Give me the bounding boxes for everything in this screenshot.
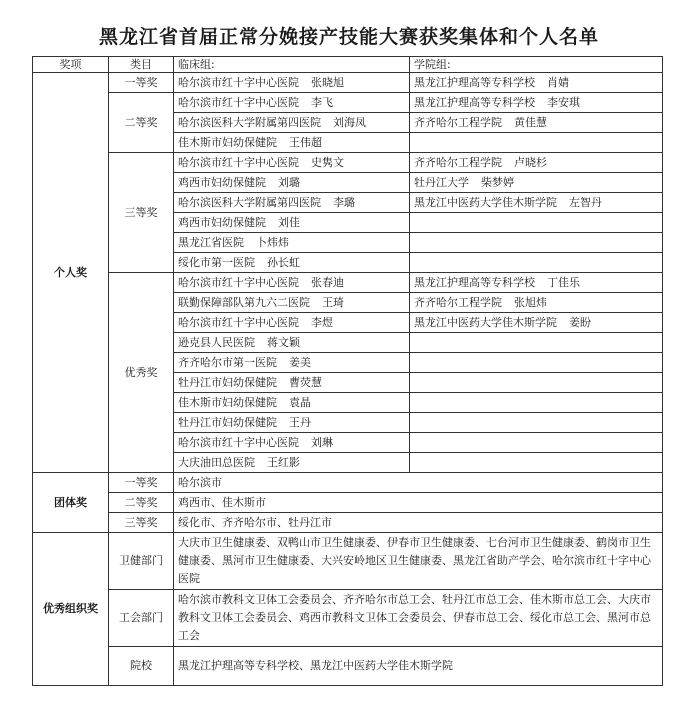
clinical-entry-person: 袁晶 [289, 395, 311, 409]
college-entry-person: 卢晓杉 [514, 155, 547, 169]
rank-second: 二等奖 [109, 93, 174, 153]
college-entry [410, 433, 663, 453]
clinical-entry [174, 453, 410, 473]
clinical-entry [174, 253, 410, 273]
clinical-entry [174, 113, 410, 133]
college-entry-person: 李安琪 [547, 95, 580, 109]
college-entry-org: 齐齐哈尔工程学院 [414, 295, 502, 309]
clinical-entry-org: 齐齐哈尔市第一医院 [178, 355, 277, 369]
clinical-entry [174, 353, 410, 373]
team-row [33, 513, 663, 533]
clinical-entry [174, 293, 410, 313]
clinical-entry-org: 哈尔滨市红十字中心医院 [178, 315, 299, 329]
clinical-entry-org: 哈尔滨市红十字中心医院 [178, 275, 299, 289]
college-entry [410, 173, 663, 193]
individual-award-label: 个人奖 [33, 73, 109, 473]
college-entry-person: 张旭炜 [514, 295, 547, 309]
clinical-entry [174, 193, 410, 213]
award-table [32, 56, 663, 686]
header-award: 奖项 [33, 57, 109, 73]
clinical-entry-person: 刘琳 [311, 435, 333, 449]
clinical-entry-person: 李煜 [311, 315, 333, 329]
clinical-entry [174, 433, 410, 453]
college-entry-org: 齐齐哈尔工程学院 [414, 155, 502, 169]
team-rank: 三等奖 [109, 513, 174, 533]
header-clinical: 临床组: [174, 57, 410, 73]
clinical-entry [174, 133, 410, 153]
org-winners: 黑龙江护理高等专科学校、黑龙江中医药大学佳木斯学院 [174, 647, 663, 686]
clinical-entry-person: 曹荧慧 [289, 375, 322, 389]
college-entry-org: 齐齐哈尔工程学院 [414, 115, 502, 129]
clinical-entry [174, 313, 410, 333]
clinical-entry-person: 王红影 [267, 455, 300, 469]
rank-third: 三等奖 [109, 153, 174, 273]
org-category: 卫健部门 [109, 533, 174, 590]
clinical-entry-org: 联勤保障部队第九六二医院 [178, 295, 310, 309]
clinical-entry-org: 大庆油田总医院 [178, 455, 255, 469]
clinical-entry [174, 153, 410, 173]
clinical-entry-person: 王伟超 [289, 135, 322, 149]
college-entry [410, 233, 663, 253]
clinical-entry-org: 牡丹江市妇幼保健院 [178, 415, 277, 429]
individual-row [33, 153, 663, 173]
team-winners: 绥化市、齐齐哈尔市、牡丹江市 [174, 513, 663, 533]
clinical-entry-org: 鸡西市妇幼保健院 [178, 215, 266, 229]
clinical-entry [174, 73, 410, 93]
clinical-entry-person: 张春迪 [311, 275, 344, 289]
clinical-entry-person: 刘佳 [278, 215, 300, 229]
team-row [33, 493, 663, 513]
team-winners: 鸡西市、佳木斯市 [174, 493, 663, 513]
college-entry-org: 黑龙江中医药大学佳木斯学院 [414, 195, 557, 209]
org-award-label: 优秀组织奖 [33, 533, 109, 686]
college-entry [410, 313, 663, 333]
college-entry [410, 113, 663, 133]
clinical-entry-person: 孙长虹 [267, 255, 300, 269]
college-entry-person: 柴梦婷 [481, 175, 514, 189]
award-table-body [33, 57, 663, 686]
college-entry [410, 453, 663, 473]
college-entry [410, 193, 663, 213]
org-winners: 哈尔滨市教科文卫体工会委员会、齐齐哈尔市总工会、牡丹江市总工会、佳木斯市总工会、大庆市教科文卫体工会委员会、鸡西市教科文卫体工会委员会、伊春市总工会、绥化市总工会、黑河市总工会 [174, 590, 663, 647]
org-category: 工会部门 [109, 590, 174, 647]
org-category: 院校 [109, 647, 174, 686]
college-entry [410, 273, 663, 293]
college-entry-org: 黑龙江护理高等专科学校 [414, 75, 535, 89]
rank-first: 一等奖 [109, 73, 174, 93]
individual-row [33, 273, 663, 293]
org-row [33, 590, 663, 647]
college-entry-org: 黑龙江中医药大学佳木斯学院 [414, 315, 557, 329]
college-entry-person: 左智丹 [569, 195, 602, 209]
clinical-entry-person: 卜炜炜 [256, 235, 289, 249]
clinical-entry-org: 逊克县人民医院 [178, 335, 255, 349]
clinical-entry-org: 牡丹江市妇幼保健院 [178, 375, 277, 389]
college-entry-person: 肖婧 [547, 75, 569, 89]
page-title: 黑龙江省首届正常分娩接产技能大赛获奖集体和个人名单 [98, 26, 599, 48]
clinical-entry [174, 413, 410, 433]
rank-excellent: 优秀奖 [109, 273, 174, 473]
individual-row [33, 73, 663, 93]
clinical-entry [174, 273, 410, 293]
college-entry-org: 黑龙江护理高等专科学校 [414, 275, 535, 289]
clinical-entry-org: 鸡西市妇幼保健院 [178, 175, 266, 189]
clinical-entry-org: 绥化市第一医院 [178, 255, 255, 269]
clinical-entry-person: 刘璐 [278, 175, 300, 189]
clinical-entry-org: 哈尔滨市红十字中心医院 [178, 155, 299, 169]
college-entry [410, 353, 663, 373]
clinical-entry [174, 213, 410, 233]
college-entry [410, 133, 663, 153]
clinical-entry-org: 黑龙江省医院 [178, 235, 244, 249]
clinical-entry [174, 173, 410, 193]
college-entry [410, 213, 663, 233]
college-entry-org: 黑龙江护理高等专科学校 [414, 95, 535, 109]
college-entry-person: 黄佳慧 [514, 115, 547, 129]
clinical-entry-person: 张晓旭 [311, 75, 344, 89]
header-row [33, 57, 663, 73]
college-entry [410, 373, 663, 393]
team-rank: 一等奖 [109, 473, 174, 493]
clinical-entry-person: 刘海凤 [333, 115, 366, 129]
college-entry [410, 413, 663, 433]
college-entry [410, 153, 663, 173]
clinical-entry-person: 史隽文 [311, 155, 344, 169]
college-entry [410, 333, 663, 353]
clinical-entry [174, 93, 410, 113]
clinical-entry-person: 李璐 [333, 195, 355, 209]
header-college: 学院组: [410, 57, 663, 73]
college-entry-org: 牡丹江大学 [414, 175, 469, 189]
header-category: 类目 [109, 57, 174, 73]
org-row [33, 533, 663, 590]
clinical-entry-org: 哈尔滨医科大学附属第四医院 [178, 195, 321, 209]
clinical-entry [174, 233, 410, 253]
college-entry-person: 姜盼 [569, 315, 591, 329]
org-winners: 大庆市卫生健康委、双鸭山市卫生健康委、伊春市卫生健康委、七台河市卫生健康委、鹤岗市卫生健康委、黑河市卫生健康委、大兴安岭地区卫生健康委、黑龙江省助产学会、哈尔滨市红十字中心医院 [174, 533, 663, 590]
college-entry [410, 393, 663, 413]
college-entry [410, 293, 663, 313]
clinical-entry [174, 393, 410, 413]
team-winners: 哈尔滨市 [174, 473, 663, 493]
clinical-entry-org: 哈尔滨市红十字中心医院 [178, 75, 299, 89]
individual-row [33, 93, 663, 113]
clinical-entry-person: 蒋文颖 [267, 335, 300, 349]
clinical-entry-org: 哈尔滨市红十字中心医院 [178, 435, 299, 449]
team-rank: 二等奖 [109, 493, 174, 513]
org-row [33, 647, 663, 686]
clinical-entry-person: 王丹 [289, 415, 311, 429]
clinical-entry [174, 373, 410, 393]
college-entry [410, 73, 663, 93]
clinical-entry-org: 佳木斯市妇幼保健院 [178, 395, 277, 409]
clinical-entry-person: 王琦 [322, 295, 344, 309]
clinical-entry [174, 333, 410, 353]
clinical-entry-org: 佳木斯市妇幼保健院 [178, 135, 277, 149]
clinical-entry-org: 哈尔滨市红十字中心医院 [178, 95, 299, 109]
college-entry-person: 丁佳乐 [547, 275, 580, 289]
college-entry [410, 253, 663, 273]
clinical-entry-person: 李飞 [311, 95, 333, 109]
clinical-entry-person: 姜美 [289, 355, 311, 369]
team-row [33, 473, 663, 493]
college-entry [410, 93, 663, 113]
clinical-entry-org: 哈尔滨医科大学附属第四医院 [178, 115, 321, 129]
team-award-label: 团体奖 [33, 473, 109, 533]
